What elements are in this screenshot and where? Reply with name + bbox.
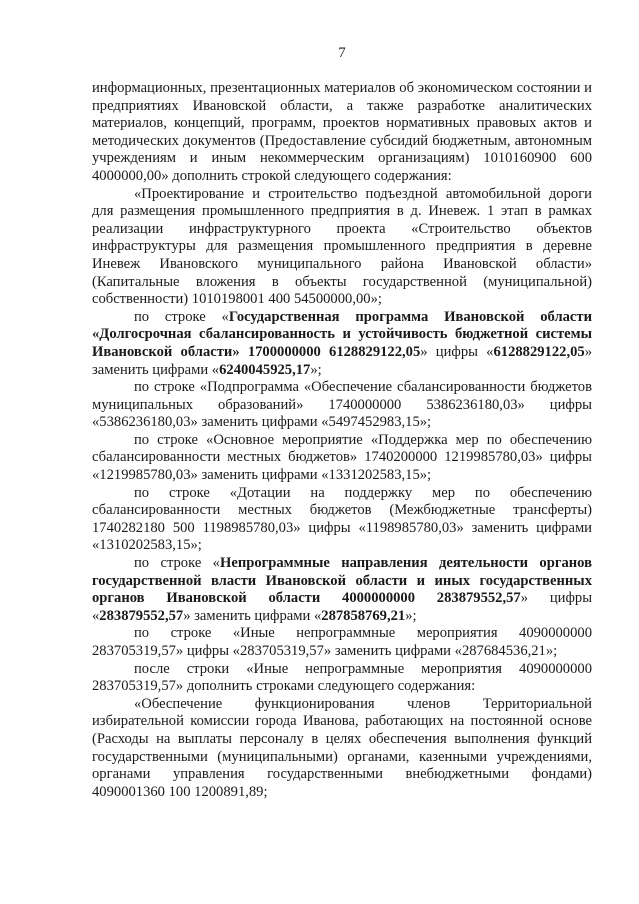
paragraph [92, 661, 592, 696]
text-run: » цифры « [92, 590, 593, 624]
text-run: по строке « [134, 308, 229, 325]
paragraph [92, 80, 592, 186]
text-run: » заменить цифрами « [92, 343, 592, 378]
bold-text-run: 6240045925,17 [219, 361, 311, 378]
bold-text-run: Непрограммные направления деятельности органов государственной власти Ивановской области и иных государственных органов Ивановской области 4000000000 283879552,57 [92, 555, 592, 607]
text-run: »; [310, 361, 322, 378]
text-run: по строке «Иные непрограммные мероприятия 4090000000 283705319,57» цифры «283705319,57» заменить цифрами «287684536,21»; [92, 625, 592, 659]
text-run: информационных, презентационных материалов об экономическом состоянии и предприятиях Ивановской области, а также разработке аналитических материалов, концепций, программ, проектов нормативных правовых актов и методических документов (Предоставление субсидий бюджетным, автономным учреждениям и иным некоммерческим организациям) 1010160900 600 4000000,00» дополнить строкой следующего содержания: [92, 80, 592, 184]
paragraph [92, 625, 592, 660]
page-number: 7 [338, 45, 346, 61]
bold-text-run: 287858769,21 [321, 607, 406, 624]
text-run: по строке «Подпрограмма «Обеспечение сбалансированности бюджетов муниципальных образований» 1740000000 5386236180,03» цифры «5386236180,03» заменить цифрами «5497452983,15»; [92, 379, 592, 431]
paragraph [92, 432, 592, 485]
document-body [92, 80, 592, 801]
text-run: после строки «Иные непрограммные мероприятия 4090000000 283705319,57» дополнить строками следующего содержания: [92, 660, 592, 695]
text-run: по строке «Основное мероприятие «Поддержка мер по обеспечению сбалансированности местных бюджетов» 1740200000 1219985780,03» цифры «1219985780,03» заменить цифрами «1331202583,15»; [92, 431, 592, 484]
text-run: »; [405, 607, 417, 624]
text-run: по строке «Дотации на поддержку мер по обеспечению сбалансированности местных бюджетов (Межбюджетные трансферты) 1740282180 500 1198985780,03» цифры «1198985780,03» заменить цифрами «1310202583,15»; [92, 484, 592, 554]
text-run: «Обеспечение функционирования членов Территориальной избирательной комиссии города Иванова, работающих на постоянной основе (Расходы на выплаты персоналу в целях обеспечения выполнения функций государственными (муниципальными) органами, казенными учреждениями, органами управления государственными внебюджетными фондами) 4090001360 100 1200891,89; [92, 695, 592, 800]
text-run: по строке « [134, 555, 220, 572]
bold-text-run: 6128829122,05 [493, 343, 585, 360]
paragraph [92, 696, 592, 802]
paragraph [92, 309, 592, 379]
paragraph [92, 485, 592, 555]
text-run: » заменить цифрами « [183, 607, 322, 624]
bold-text-run: 283879552,57 [99, 607, 184, 624]
text-run: » цифры « [420, 343, 494, 360]
paragraph [92, 379, 592, 432]
text-run: «Проектирование и строительство подъездной автомобильной дороги для размещения промышленного предприятия в д. Иневеж. 1 этап в рамках реализации инфраструктурного проекта «Строительство объектов инфраструктуры для размещения промышленного предприятия в деревне Иневеж Ивановского муниципального района Ивановской области» (Капитальные вложения в объекты государственной (муниципальной) собственности) 1010198001 400 54500000,00»; [92, 185, 592, 308]
bold-text-run: Государственная программа Ивановской области «Долгосрочная сбалансированность и устойчивость бюджетной системы Ивановской области» 1700000000 6128829122,05 [92, 308, 592, 360]
paragraph [92, 186, 592, 309]
paragraph [92, 555, 592, 625]
